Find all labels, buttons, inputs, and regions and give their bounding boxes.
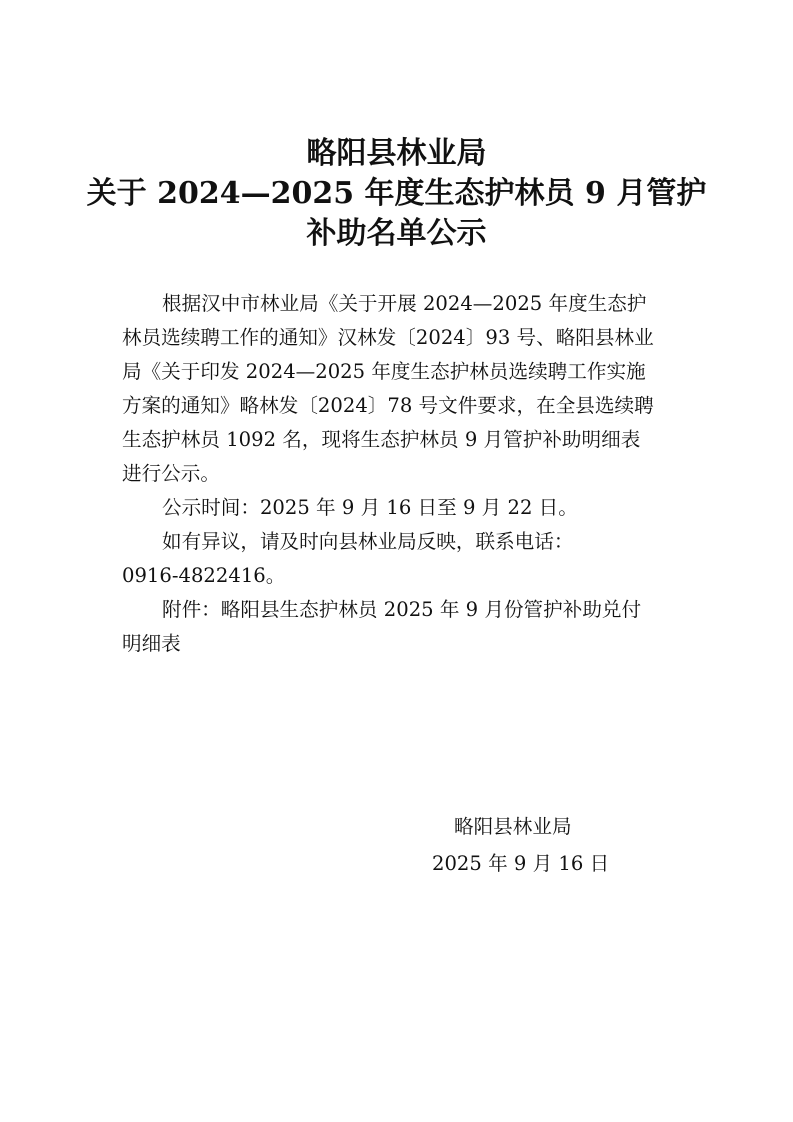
title-line-2: 关于 2024—2025 年度生态护林员 9 月管护 [86,176,707,211]
contact-phone: 0916-4822416。 [122,564,286,587]
paragraph-1-line-3: 局《关于印发 2024—2025 年度生态护林员选续聘工作实施 [122,360,646,383]
paragraph-1-line-1: 根据汉中市林业局《关于开展 2024—2025 年度生态护 [162,292,647,315]
title-line-1: 略阳县林业局 [306,136,487,171]
attachment-line-1: 附件：略阳县生态护林员 2025 年 9 月份管护补助兑付 [162,598,642,621]
objection-notice-line-1: 如有异议，请及时向县林业局反映，联系电话： [162,530,574,553]
paragraph-1-line-5: 生态护林员 1092 名，现将生态护林员 9 月管护补助明细表 [122,428,641,451]
title-line-3: 补助名单公示 [306,216,487,251]
paragraph-1-line-4: 方案的通知》略林发〔2024〕78 号文件要求，在全县选续聘 [122,394,654,417]
paragraph-1-line-6: 进行公示。 [122,462,220,485]
paragraph-1-line-2: 林员选续聘工作的通知》汉林发〔2024〕93 号、略阳县林业 [122,326,654,349]
attachment-line-2: 明细表 [122,632,181,655]
signature-date: 2025 年 9 月 16 日 [432,852,610,875]
signature-organization: 略阳县林业局 [454,815,572,838]
publicity-period: 公示时间：2025 年 9 月 16 日至 9 月 22 日。 [162,496,578,519]
